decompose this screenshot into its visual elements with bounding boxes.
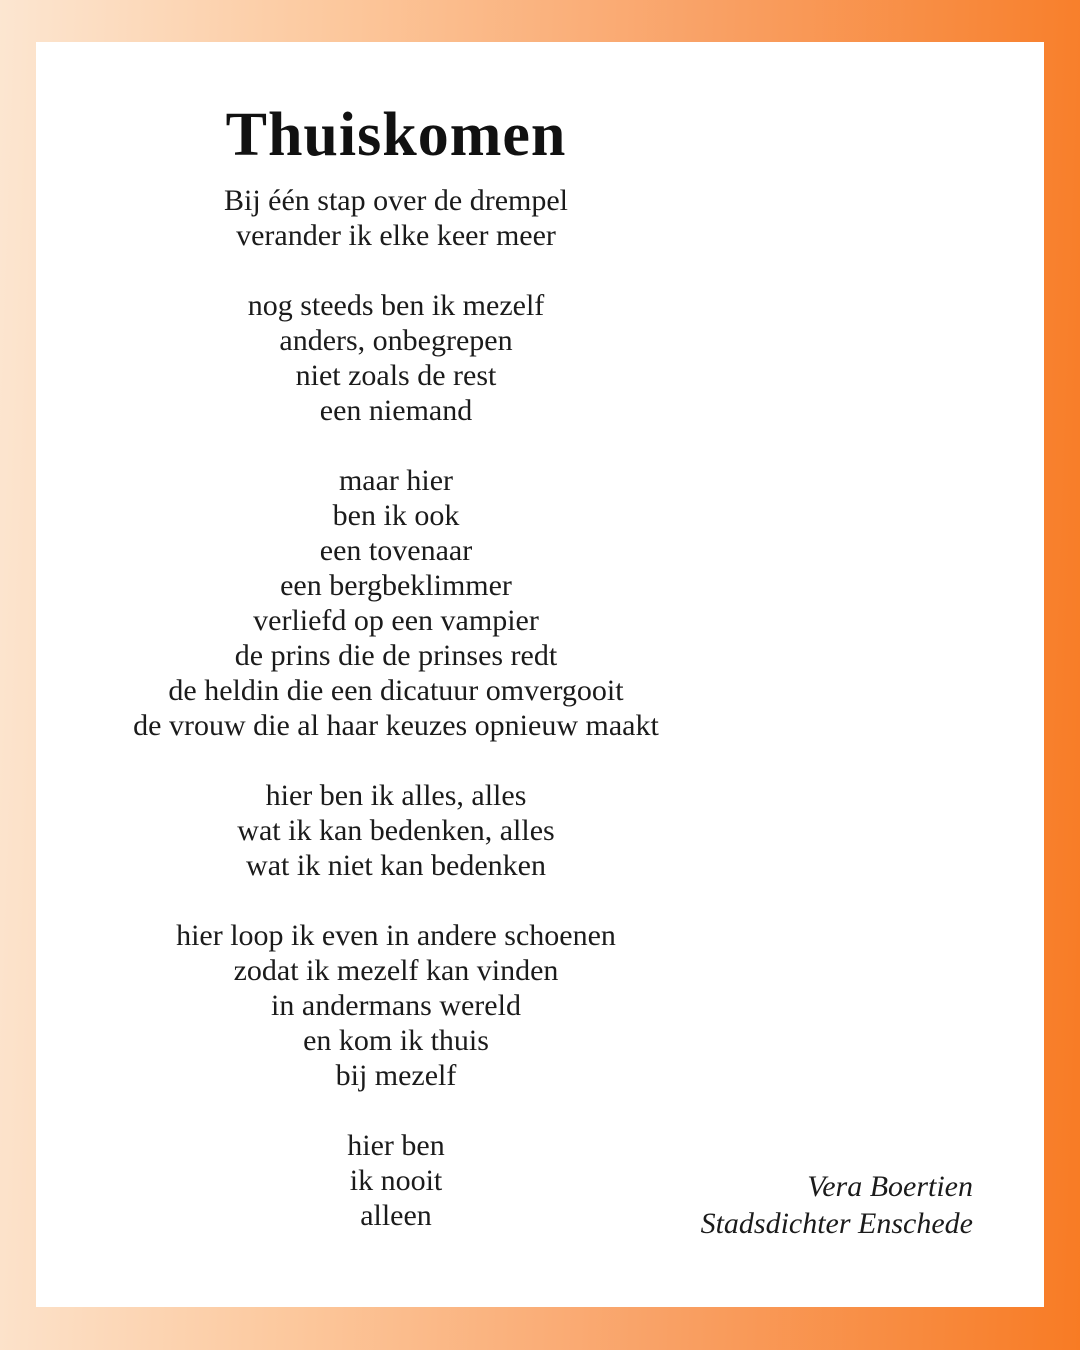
poem-line: verliefd op een vampier xyxy=(253,604,539,637)
poem-line: een niemand xyxy=(319,394,473,427)
poem-line: wat ik kan bedenken, alles xyxy=(237,814,555,847)
poem-line: nog steeds ben ik mezelf xyxy=(247,289,545,322)
poem-title: Thuiskomen xyxy=(225,101,567,169)
stanza-3 xyxy=(36,463,756,743)
poem-line: in andermans wereld xyxy=(271,989,521,1022)
stanza-5 xyxy=(36,918,756,1093)
poem-line: de prins die de prinses redt xyxy=(234,639,558,672)
attribution-role: Stadsdichter Enschede xyxy=(700,1207,973,1240)
poem-line: hier ben xyxy=(347,1129,445,1162)
poem-text-block xyxy=(36,42,756,1268)
poem-line: Bij één stap over de drempel xyxy=(223,184,569,217)
poem-line: alleen xyxy=(360,1199,432,1232)
poem-line: ik nooit xyxy=(349,1164,443,1197)
poem-line: niet zoals de rest xyxy=(295,359,497,392)
poem-panel xyxy=(36,42,1044,1307)
stanza-2 xyxy=(36,288,756,428)
poem-line: wat ik niet kan bedenken xyxy=(246,849,546,882)
attribution-author: Vera Boertien xyxy=(807,1170,973,1203)
poem-line: een tovenaar xyxy=(319,534,473,567)
poem-line: hier loop ik even in andere schoenen xyxy=(176,919,616,952)
stanza-1 xyxy=(36,183,756,253)
poem-line: ben ik ook xyxy=(332,499,460,532)
poem-line: anders, onbegrepen xyxy=(279,324,513,357)
poem-line: de heldin die een dicatuur omvergooit xyxy=(168,674,624,707)
poem-line: zodat ik mezelf kan vinden xyxy=(233,954,559,987)
poem-line: de vrouw die al haar keuzes opnieuw maakt xyxy=(133,709,659,742)
attribution xyxy=(701,1168,973,1242)
poem-line: en kom ik thuis xyxy=(303,1024,489,1057)
poem-line: een bergbeklimmer xyxy=(280,569,512,602)
poem-line: bij mezelf xyxy=(335,1059,457,1092)
stanza-4 xyxy=(36,778,756,883)
stanza-6 xyxy=(36,1128,756,1233)
poem-line: hier ben ik alles, alles xyxy=(265,779,527,812)
poem-line: verander ik elke keer meer xyxy=(236,219,556,252)
poem-line: maar hier xyxy=(338,464,454,497)
